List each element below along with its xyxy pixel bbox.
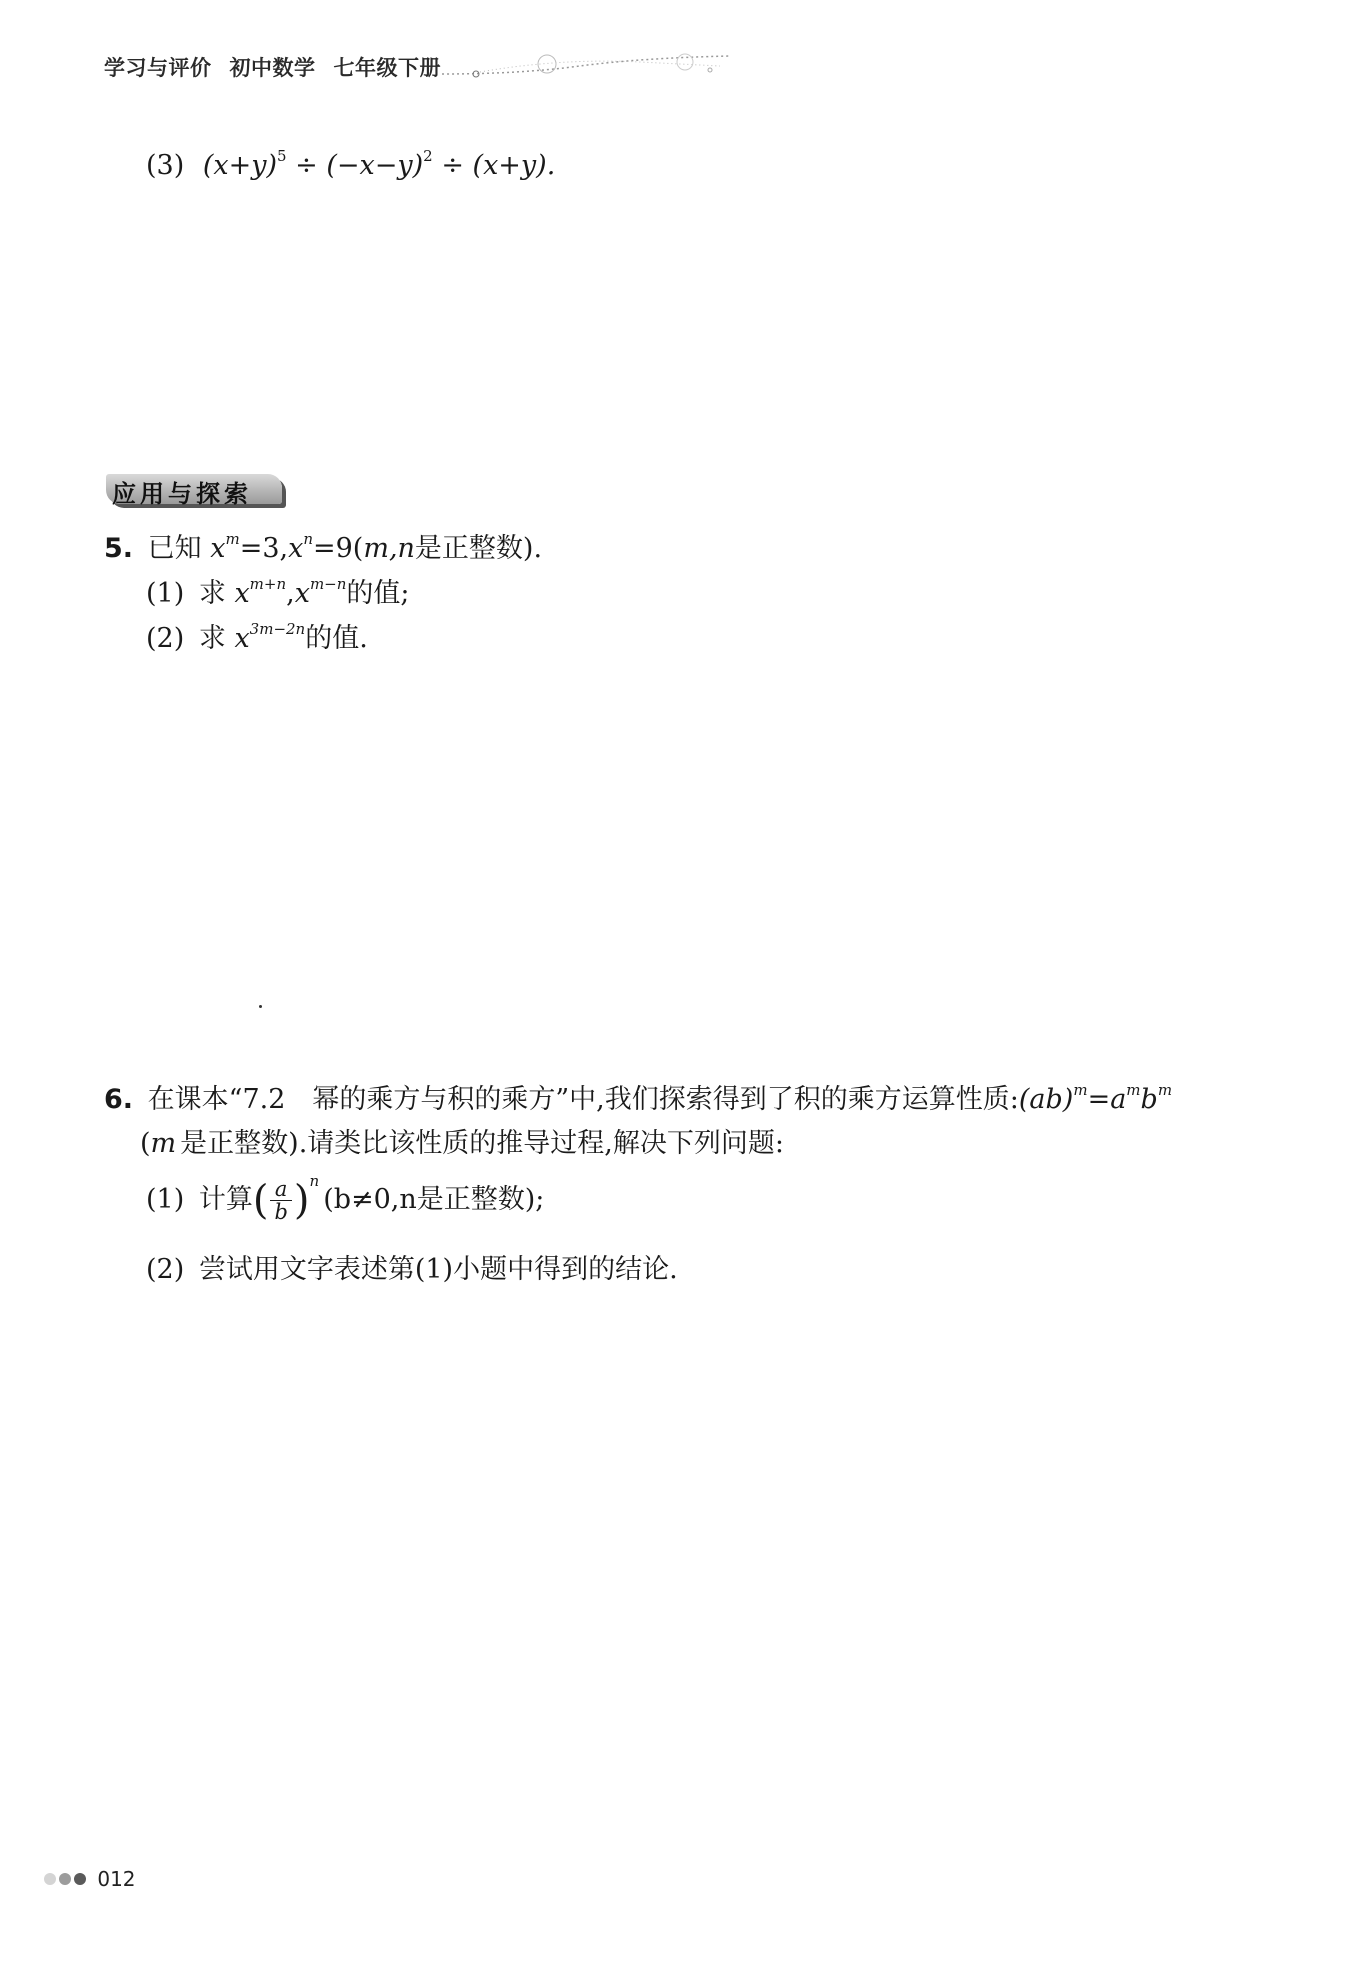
q6-formula-lhs-exp: m: [1073, 1081, 1088, 1099]
subject-title: 初中数学: [229, 56, 316, 80]
q6-part1-label: (1): [146, 1184, 185, 1216]
q5-part2-exp: 3m−2n: [249, 620, 306, 638]
q4-part3: [146, 147, 556, 181]
q5-part1-x1: x: [234, 578, 250, 609]
q4-part3-label: (3): [146, 150, 185, 181]
q6-part2: [146, 1256, 678, 1283]
q6-stem-line2: (m 是正整数).请类比该性质的推导过程,解决下列问题:: [140, 1128, 784, 1159]
q4-part3-term2: (−x−y): [326, 150, 424, 181]
q5-stem: [104, 530, 543, 564]
page-footer: [44, 1865, 136, 1891]
book-title: 学习与评价: [104, 56, 212, 80]
q5-intro: 已知: [147, 533, 202, 564]
q5-part1-text: 求: [198, 578, 226, 609]
q6-number: 6.: [104, 1084, 134, 1115]
q5-var-x2: x: [288, 533, 304, 564]
q6-fraction-numerator: a: [270, 1178, 291, 1201]
q5-number: 5.: [104, 533, 134, 564]
page-number: 012: [97, 1866, 136, 1891]
q5-part1-comma: ,: [286, 578, 295, 609]
q6-formula-lhs: (ab): [1018, 1084, 1074, 1115]
q6-part1: (1) 计算( $\frac{a}{b}$ )$^n$(b≠0,n是正整数);: [146, 1172, 545, 1225]
q5-part2-label: (2): [146, 623, 185, 654]
grade-title: 七年级下册: [333, 56, 441, 80]
q4-part3-term3: (x+y).: [472, 150, 556, 181]
q5-vars-mn: m,n: [363, 533, 415, 564]
q4-part3-exp2: 2: [423, 147, 433, 165]
q5-part1-tail: 的值;: [346, 578, 410, 609]
header-decoration: [440, 44, 740, 84]
print-speck: [259, 1005, 262, 1008]
q6-part2-text: 尝试用文字表述第(1)小题中得到的结论.: [198, 1254, 678, 1285]
q4-part3-op2: ÷: [441, 150, 464, 181]
q5-part1-exp1: m+n: [249, 575, 287, 593]
q6-formula-a-exp: m: [1126, 1081, 1141, 1099]
q5-part1: [146, 575, 410, 609]
q6-formula-eq: =: [1087, 1084, 1111, 1115]
footer-dot-mid: [59, 1873, 71, 1885]
q6-line2-text: 是正整数).请类比该性质的推导过程,解决下列问题:: [180, 1128, 784, 1159]
section-heading-text: 应用与探索: [112, 480, 252, 508]
q6-part2-label: (2): [146, 1254, 185, 1285]
q6-formula-b-exp: m: [1157, 1081, 1173, 1099]
q6-part1-text: 计算: [198, 1184, 253, 1216]
q6-fraction-denominator: b: [274, 1200, 288, 1225]
q6-line2-var: m: [150, 1128, 177, 1159]
q6-fraction: [270, 1178, 291, 1223]
q5-eq2: =9(: [313, 533, 364, 564]
q6-formula-a: a: [1110, 1084, 1127, 1115]
footer-dot-light: [44, 1873, 56, 1885]
q5-exp-m: m: [225, 530, 240, 548]
q4-part3-exp1: 5: [277, 147, 287, 165]
q5-part1-exp2: m−n: [309, 575, 347, 593]
q5-part1-x2: x: [294, 578, 310, 609]
q5-var-x1: x: [210, 533, 226, 564]
q5-eq1: =3,: [239, 533, 289, 564]
footer-dot-dark: [74, 1873, 86, 1885]
q5-condition: 是正整数).: [414, 533, 543, 564]
q6-stem-line1: [104, 1081, 1173, 1115]
q5-part2-tail: 的值.: [305, 623, 368, 654]
q6-line1-text: 在课本“7.2 幂的乘方与积的乘方”中,我们探索得到了积的乘方运算性质:: [147, 1084, 1019, 1115]
q5-part2-text: 求: [198, 623, 226, 654]
q5-exp-n: n: [303, 530, 313, 548]
q6-formula-b: b: [1140, 1084, 1158, 1115]
q5-part1-label: (1): [146, 578, 185, 609]
q6-fraction-exp: n: [309, 1172, 320, 1191]
q4-part3-term1: (x+y): [202, 150, 278, 181]
section-heading: [106, 470, 290, 510]
q4-part3-op1: ÷: [295, 150, 318, 181]
q5-part2: [146, 620, 368, 654]
q5-part2-x: x: [234, 623, 250, 654]
q6-part1-condition: (b≠0,n是正整数);: [323, 1184, 545, 1216]
running-header: [104, 52, 459, 82]
